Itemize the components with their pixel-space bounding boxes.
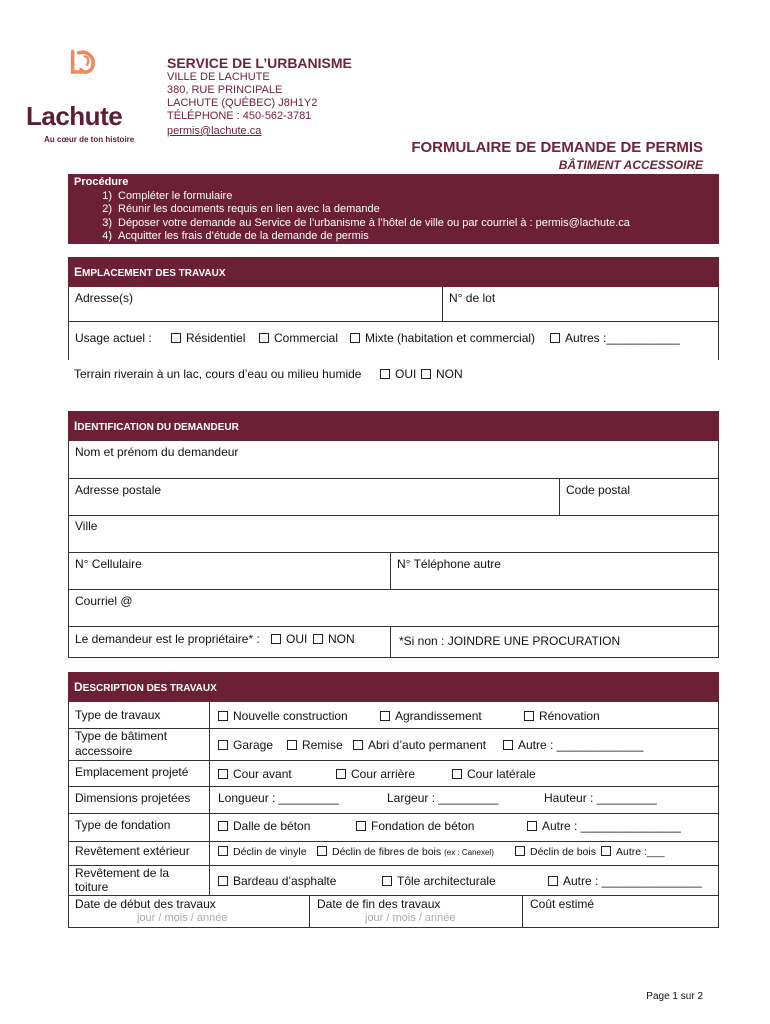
procedure-step: 2) Réunir les documents requis en lien avec la demande [102, 203, 380, 215]
checkbox[interactable] [524, 711, 534, 721]
fondation-label: Type de fondation [75, 818, 171, 832]
checkbox[interactable] [421, 369, 431, 379]
page-number: Page 1 sur 2 [646, 991, 703, 1002]
ep-option[interactable]: Cour avant [218, 767, 292, 781]
checkbox[interactable] [550, 333, 560, 343]
row-revetement-toiture [68, 866, 719, 896]
telephone-label: N° Téléphone autre [397, 557, 501, 571]
checkbox[interactable] [218, 769, 228, 779]
tt-option[interactable]: Rénovation [524, 709, 600, 723]
form-subtitle: BÂTIMENT ACCESSOIRE [558, 158, 703, 172]
checkbox[interactable] [218, 740, 228, 750]
rt-option[interactable]: Tôle architecturale [382, 874, 496, 888]
row-adresse-postale [68, 479, 719, 516]
hauteur-field[interactable]: Hauteur : _________ [544, 791, 657, 805]
tb-option[interactable]: Abri d’auto permanent [353, 738, 486, 752]
emplacement-label: Emplacement projeté [75, 765, 189, 779]
longueur-field[interactable]: Longueur : _________ [218, 791, 339, 805]
type-batiment-label-2: accessoire [75, 744, 133, 758]
email-link[interactable]: permis@lachute.ca [167, 125, 262, 137]
checkbox[interactable] [313, 634, 323, 644]
tb-option[interactable]: Remise [287, 738, 343, 752]
service-title: SERVICE DE L’URBANISME [167, 55, 352, 71]
usage-option[interactable]: Mixte (habitation et commercial) [350, 331, 535, 345]
rev-toit-label: Revêtement de la [75, 866, 170, 880]
row-courriel [68, 590, 719, 627]
ep-option[interactable]: Cour latérale [452, 767, 536, 781]
procedure-box [68, 174, 719, 244]
section-header-identification: IDENTIFICATION DU DEMANDEUR [68, 411, 719, 441]
checkbox[interactable] [259, 333, 269, 343]
procedure-step: 3) Déposer votre demande au Service de l’urbanisme à l’hôtel de ville ou par courriel à : permis@lachute.ca [102, 216, 630, 229]
address-line: LACHUTE (QUÉBEC) J8H1Y2 [167, 97, 318, 109]
row-proprietaire [68, 627, 719, 658]
row-dates [68, 896, 719, 928]
type-travaux-label: Type de travaux [75, 708, 161, 722]
checkbox[interactable] [527, 821, 537, 831]
checkbox[interactable] [452, 769, 462, 779]
row-usage [68, 322, 719, 360]
riverain-non[interactable]: NON [421, 367, 463, 381]
address-line: TÉLÉPHONE : 450-562-3781 [167, 110, 312, 122]
riverain-label: Terrain riverain à un lac, cours d’eau ou milieu humide [74, 367, 362, 381]
cout-label: Coût estimé [530, 897, 595, 911]
tb-option[interactable]: Garage [218, 738, 273, 752]
checkbox[interactable] [218, 711, 228, 721]
row-emplacement-projete [68, 761, 719, 787]
re-option[interactable]: Autre :___ [601, 846, 664, 858]
procedure-step: 1) Compléter le formulaire [102, 189, 233, 202]
date-debut-label: Date de début des travaux [75, 897, 216, 911]
checkbox[interactable] [317, 846, 327, 856]
address-line: VILLE DE LACHUTE [167, 71, 270, 83]
type-batiment-label: Type de bâtiment [75, 729, 168, 743]
row-type-travaux [68, 702, 719, 729]
row-dimensions [68, 787, 719, 814]
code-postal-label: Code postal [566, 483, 631, 497]
riverain-oui[interactable]: OUI [380, 367, 416, 381]
section-header-emplacement: EMPLACEMENT DES TRAVAUX [68, 257, 719, 287]
date-fin-input[interactable]: jour / mois / année [365, 912, 456, 924]
procedure-title: Procédure [74, 176, 129, 188]
re-option[interactable]: Déclin de fibres de bois (ex : Canexel) [317, 846, 494, 858]
ep-option[interactable]: Cour arrière [336, 767, 415, 781]
ville-label: Ville [75, 519, 98, 533]
proprietaire-non[interactable]: NON [313, 632, 355, 646]
checkbox[interactable] [380, 711, 390, 721]
row-ville [68, 516, 719, 553]
rev-toit-label-2: toiture [75, 880, 109, 894]
row-telephones [68, 553, 719, 590]
lachute-logo-mark [26, 48, 151, 108]
re-option[interactable]: Déclin de vinyle [218, 846, 307, 858]
rt-option[interactable]: Bardeau d’asphalte [218, 874, 336, 888]
checkbox[interactable] [218, 821, 228, 831]
row-type-batiment [68, 729, 719, 761]
cellulaire-label: N° Cellulaire [75, 557, 142, 571]
rev-ext-label: Revêtement extérieur [75, 844, 190, 858]
tf-option[interactable]: Dalle de béton [218, 819, 310, 833]
date-fin-label: Date de fin des travaux [317, 897, 441, 911]
logo-wordmark: Lachute [26, 101, 123, 131]
checkbox[interactable] [356, 821, 366, 831]
usage-option[interactable]: Commercial [259, 331, 338, 345]
checkbox[interactable] [350, 333, 360, 343]
checkbox[interactable] [218, 846, 228, 856]
row-revetement-exterieur [68, 842, 719, 866]
row-adresse [68, 287, 719, 322]
address-line: 380, RUE PRINCIPALE [167, 84, 283, 96]
adresse-label: Adresse(s) [75, 291, 134, 305]
checkbox[interactable] [353, 740, 363, 750]
checkbox[interactable] [336, 769, 346, 779]
procedure-step: 4) Acquitter les frais d’étude de la demande de permis [102, 230, 369, 242]
re-option[interactable]: Déclin de bois [515, 846, 596, 858]
checkbox[interactable] [548, 876, 558, 886]
checkbox[interactable] [601, 846, 611, 856]
date-debut-input[interactable]: jour / mois / année [137, 912, 228, 924]
section-header-description: DESCRIPTION DES TRAVAUX [68, 672, 719, 702]
checkbox[interactable] [218, 876, 228, 886]
courriel-label: Courriel @ [75, 594, 133, 608]
nom-label: Nom et prénom du demandeur [75, 445, 239, 459]
proprietaire-label: Le demandeur est le propriétaire* : [75, 632, 260, 646]
tb-option[interactable]: Autre : _____________ [503, 738, 643, 752]
tt-option[interactable]: Nouvelle construction [218, 709, 348, 723]
checkbox[interactable] [271, 634, 281, 644]
dimensions-label: Dimensions projetées [75, 791, 191, 805]
row-riverain [68, 360, 719, 392]
checkbox[interactable] [382, 876, 392, 886]
checkbox[interactable] [171, 333, 181, 343]
adresse-postale-label: Adresse postale [75, 483, 162, 497]
checkbox[interactable] [515, 846, 525, 856]
logo-tagline: Au cœur de ton histoire [44, 135, 135, 144]
no-lot-label: N° de lot [449, 291, 496, 305]
form-title: FORMULAIRE DE DEMANDE DE PERMIS [411, 139, 703, 156]
checkbox[interactable] [287, 740, 297, 750]
row-nom [68, 441, 719, 479]
rt-option[interactable]: Autre : _______________ [548, 874, 702, 888]
checkbox[interactable] [380, 369, 390, 379]
tt-option[interactable]: Agrandissement [380, 709, 482, 723]
procuration-note: *Si non : JOINDRE UNE PROCURATION [399, 634, 621, 648]
largeur-field[interactable]: Largeur : _________ [387, 791, 499, 805]
tf-option[interactable]: Fondation de béton [356, 819, 474, 833]
tf-option[interactable]: Autre : _______________ [527, 819, 681, 833]
usage-label: Usage actuel : [75, 331, 152, 345]
checkbox[interactable] [503, 740, 513, 750]
usage-option[interactable]: Résidentiel [171, 331, 245, 345]
usage-option[interactable]: Autres :___________ [550, 331, 680, 345]
row-fondation [68, 814, 719, 842]
proprietaire-oui[interactable]: OUI [271, 632, 307, 646]
